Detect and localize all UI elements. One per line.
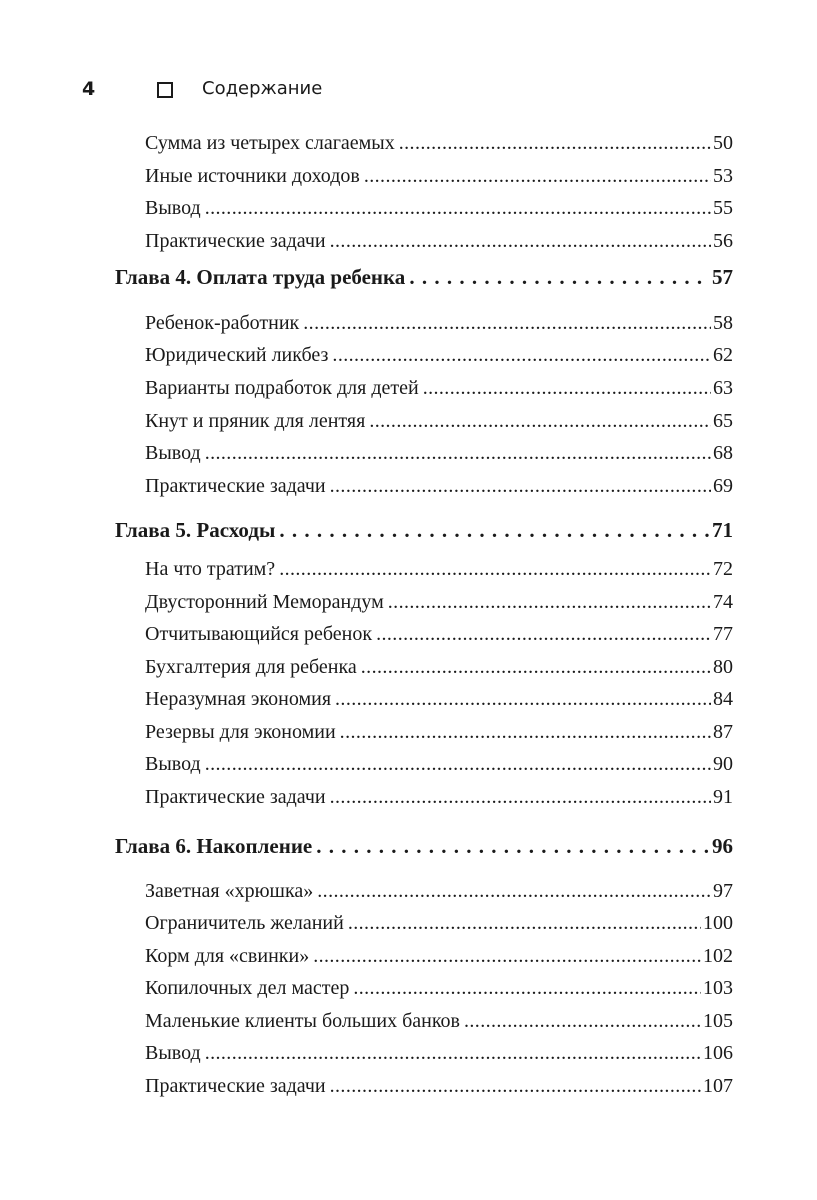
running-title: Содержание [202,78,323,99]
toc-entry-title: Иные источники доходов [145,165,360,187]
toc-entry-page: 84 [713,688,733,710]
toc-entry-title: Резервы для экономии [145,721,336,743]
toc-chapter-page: 71 [712,518,733,542]
toc-entry-title: Вывод [145,442,201,464]
toc-entry[interactable] [145,1075,733,1098]
toc-entry[interactable] [145,623,733,646]
toc-entry[interactable] [145,688,733,711]
dot-leader [303,312,711,335]
toc-entry[interactable] [145,945,733,968]
toc-entry-title: Копилочных дел мастер [145,977,350,999]
toc-entry[interactable] [145,912,733,935]
toc-entry[interactable] [145,753,733,776]
toc-entry[interactable] [145,344,733,367]
toc-chapter-title: Глава 5. Расходы [115,518,276,542]
toc-entry[interactable] [145,377,733,400]
toc-entry-page: 62 [713,344,733,366]
toc-entry-title: Практические задачи [145,786,326,808]
toc-entry-title: Ограничитель желаний [145,912,344,934]
toc-entry-page: 55 [713,197,733,219]
toc-entry[interactable] [145,1042,733,1065]
toc-entry[interactable] [145,132,733,155]
toc-entry-page: 105 [703,1010,733,1032]
page-number: 4 [82,78,96,100]
toc-entry-title: Неразумная экономия [145,688,332,710]
toc-entry-title: Практические задачи [145,475,326,497]
dot-leader [205,753,711,776]
dot-leader [279,518,710,543]
dot-leader [361,656,711,679]
toc-entry-page: 72 [713,558,733,580]
toc-entry[interactable] [145,591,733,614]
toc-entry[interactable] [145,165,733,188]
toc-entry[interactable] [145,656,733,679]
toc-entry-page: 102 [703,945,733,967]
toc-entry-page: 69 [713,475,733,497]
dot-leader [364,165,711,188]
toc-entry-page: 50 [713,132,733,154]
dot-leader [348,912,701,935]
toc-entry-page: 68 [713,442,733,464]
dot-leader [340,721,711,744]
toc-entry-title: Двусторонний Меморандум [145,591,384,613]
toc-entry-page: 107 [703,1075,733,1097]
toc-entry-title: Кнут и пряник для лентяя [145,410,366,432]
toc-entry-title: Маленькие клиенты больших банков [145,1010,460,1032]
toc-chapter[interactable] [115,834,733,859]
toc-chapter-title: Глава 4. Оплата труда ребенка [115,265,406,289]
toc-entry-page: 90 [713,753,733,775]
toc-entry-title: Корм для «свинки» [145,945,310,967]
dot-leader [399,132,711,155]
dot-leader [423,377,711,400]
toc-entry-page: 53 [713,165,733,187]
toc-entry[interactable] [145,558,733,581]
toc-entry[interactable] [145,721,733,744]
dot-leader [330,230,711,253]
toc-entry-page: 97 [713,880,733,902]
toc-entry[interactable] [145,1010,733,1033]
toc-entry-title: Заветная «хрюшка» [145,880,314,902]
toc-entry[interactable] [145,197,733,220]
dot-leader [335,688,711,711]
toc-entry-page: 63 [713,377,733,399]
toc-chapter-page: 96 [712,834,733,858]
toc-chapter[interactable] [115,265,733,290]
dot-leader [332,344,711,367]
toc-entry-page: 87 [713,721,733,743]
toc-entry-title: Практические задачи [145,230,326,252]
dot-leader [205,442,711,465]
toc-entry-title: Практические задачи [145,1075,326,1097]
toc-entry-page: 58 [713,312,733,334]
toc-entry[interactable] [145,786,733,809]
toc-entry-title: Отчитывающийся ребенок [145,623,373,645]
toc-entry-title: Юридический ликбез [145,344,329,366]
toc-entry-title: Сумма из четырех слагаемых [145,132,395,154]
dot-leader [369,410,711,433]
toc-entry-title: Варианты подработок для детей [145,377,419,399]
toc-entry-page: 106 [703,1042,733,1064]
toc-entry-title: Бухгалтерия для ребенка [145,656,357,678]
dot-leader [464,1010,701,1033]
toc-entry[interactable] [145,977,733,1000]
toc-entry-page: 74 [713,591,733,613]
toc-entry[interactable] [145,475,733,498]
toc-entry[interactable] [145,880,733,903]
dot-leader [330,786,711,809]
dot-leader [316,834,710,859]
toc-entry[interactable] [145,442,733,465]
toc-entry-page: 77 [713,623,733,645]
toc-entry-title: Вывод [145,197,201,219]
dot-leader [388,591,711,614]
dot-leader [313,945,701,968]
toc-entry[interactable] [145,312,733,335]
toc-entry-title: Вывод [145,753,201,775]
toc-entry[interactable] [145,230,733,253]
toc-chapter[interactable] [115,518,733,543]
toc-entry-page: 56 [713,230,733,252]
toc-entry-title: На что тратим? [145,558,276,580]
toc-chapter-page: 57 [712,265,733,289]
dot-leader [279,558,711,581]
toc-entry-page: 65 [713,410,733,432]
dot-leader [330,475,711,498]
dot-leader [376,623,711,646]
dot-leader [317,880,711,903]
dot-leader [205,197,711,220]
toc-entry-page: 103 [703,977,733,999]
toc-entry-title: Ребенок-работник [145,312,300,334]
dot-leader [409,265,710,290]
toc-chapter-title: Глава 6. Накопление [115,834,313,858]
dot-leader [353,977,701,1000]
toc-entry-page: 80 [713,656,733,678]
dot-leader [205,1042,701,1065]
toc-entry-page: 91 [713,786,733,808]
toc-entry-title: Вывод [145,1042,201,1064]
toc-entry-page: 100 [703,912,733,934]
toc-entry[interactable] [145,410,733,433]
dot-leader [330,1075,701,1098]
